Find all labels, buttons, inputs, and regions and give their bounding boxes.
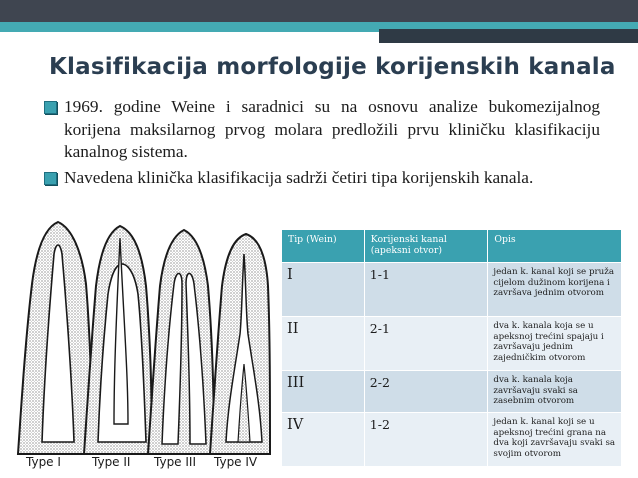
bullet-item xyxy=(44,167,600,190)
slide-title: Klasifikacija morfologije korijenskih kanala xyxy=(49,54,616,80)
figure-label: Type III xyxy=(154,455,196,469)
table-row xyxy=(282,413,622,467)
table-row xyxy=(282,263,622,317)
cell-kanal: 1-1 xyxy=(364,263,488,317)
cell-tip: II xyxy=(282,317,365,371)
root-canal-types-figure xyxy=(14,214,272,476)
figure-label: Type IV xyxy=(214,455,258,469)
cell-opis: dva k. kanala koja se u apeksnoj trećini spajaju i završavaju jednim zajedničkim otvorom xyxy=(488,317,622,371)
cell-opis: dva k. kanala koja završavaju svaki sa zasebnim otvorom xyxy=(488,371,622,413)
header-opis: Opis xyxy=(488,230,622,263)
bullet-list xyxy=(44,96,600,189)
cell-tip: I xyxy=(282,263,365,317)
tooth-type-2-drawing xyxy=(84,226,152,469)
figure-label: Type I xyxy=(26,455,61,469)
bullet-text: 1969. godine Weine i saradnici su na osnovu analize bukomezijalnog korijena maksilarnog prvog molara predložili prvu kliničku klasifikaciju kanalnog sistema. xyxy=(64,97,600,161)
bullet-square-icon xyxy=(44,101,57,114)
table-header-row xyxy=(282,230,622,263)
table-row xyxy=(282,371,622,413)
cell-kanal: 2-2 xyxy=(364,371,488,413)
bullet-square-icon xyxy=(44,172,57,185)
cell-kanal: 2-1 xyxy=(364,317,488,371)
top-dark-band xyxy=(0,0,638,22)
cell-kanal: 1-2 xyxy=(364,413,488,467)
tooth-type-4-drawing xyxy=(210,234,270,469)
cell-opis: jedan k. kanal koji se u apeksnoj trećini grana na dva koji završavaju svaki sa svojim otvorom xyxy=(488,413,622,467)
cell-tip: III xyxy=(282,371,365,413)
bullet-item xyxy=(44,96,600,164)
figure-label: Type II xyxy=(92,455,131,469)
header-tip: Tip (Wein) xyxy=(282,230,365,263)
cell-opis: jedan k. kanal koji se pruža cijelom dužinom korijena i završava jednim otvorom xyxy=(488,263,622,317)
tooth-type-3-drawing xyxy=(148,230,214,469)
classification-table xyxy=(281,229,622,467)
table-row xyxy=(282,317,622,371)
bullet-text: Navedena klinička klasifikacija sadrži četiri tipa korijenskih kanala. xyxy=(64,167,534,187)
cell-tip: IV xyxy=(282,413,365,467)
top-accent-block xyxy=(379,29,638,43)
header-kanal: Korijenski kanal (apeksni otvor) xyxy=(364,230,488,263)
tooth-type-1-drawing xyxy=(18,222,92,469)
